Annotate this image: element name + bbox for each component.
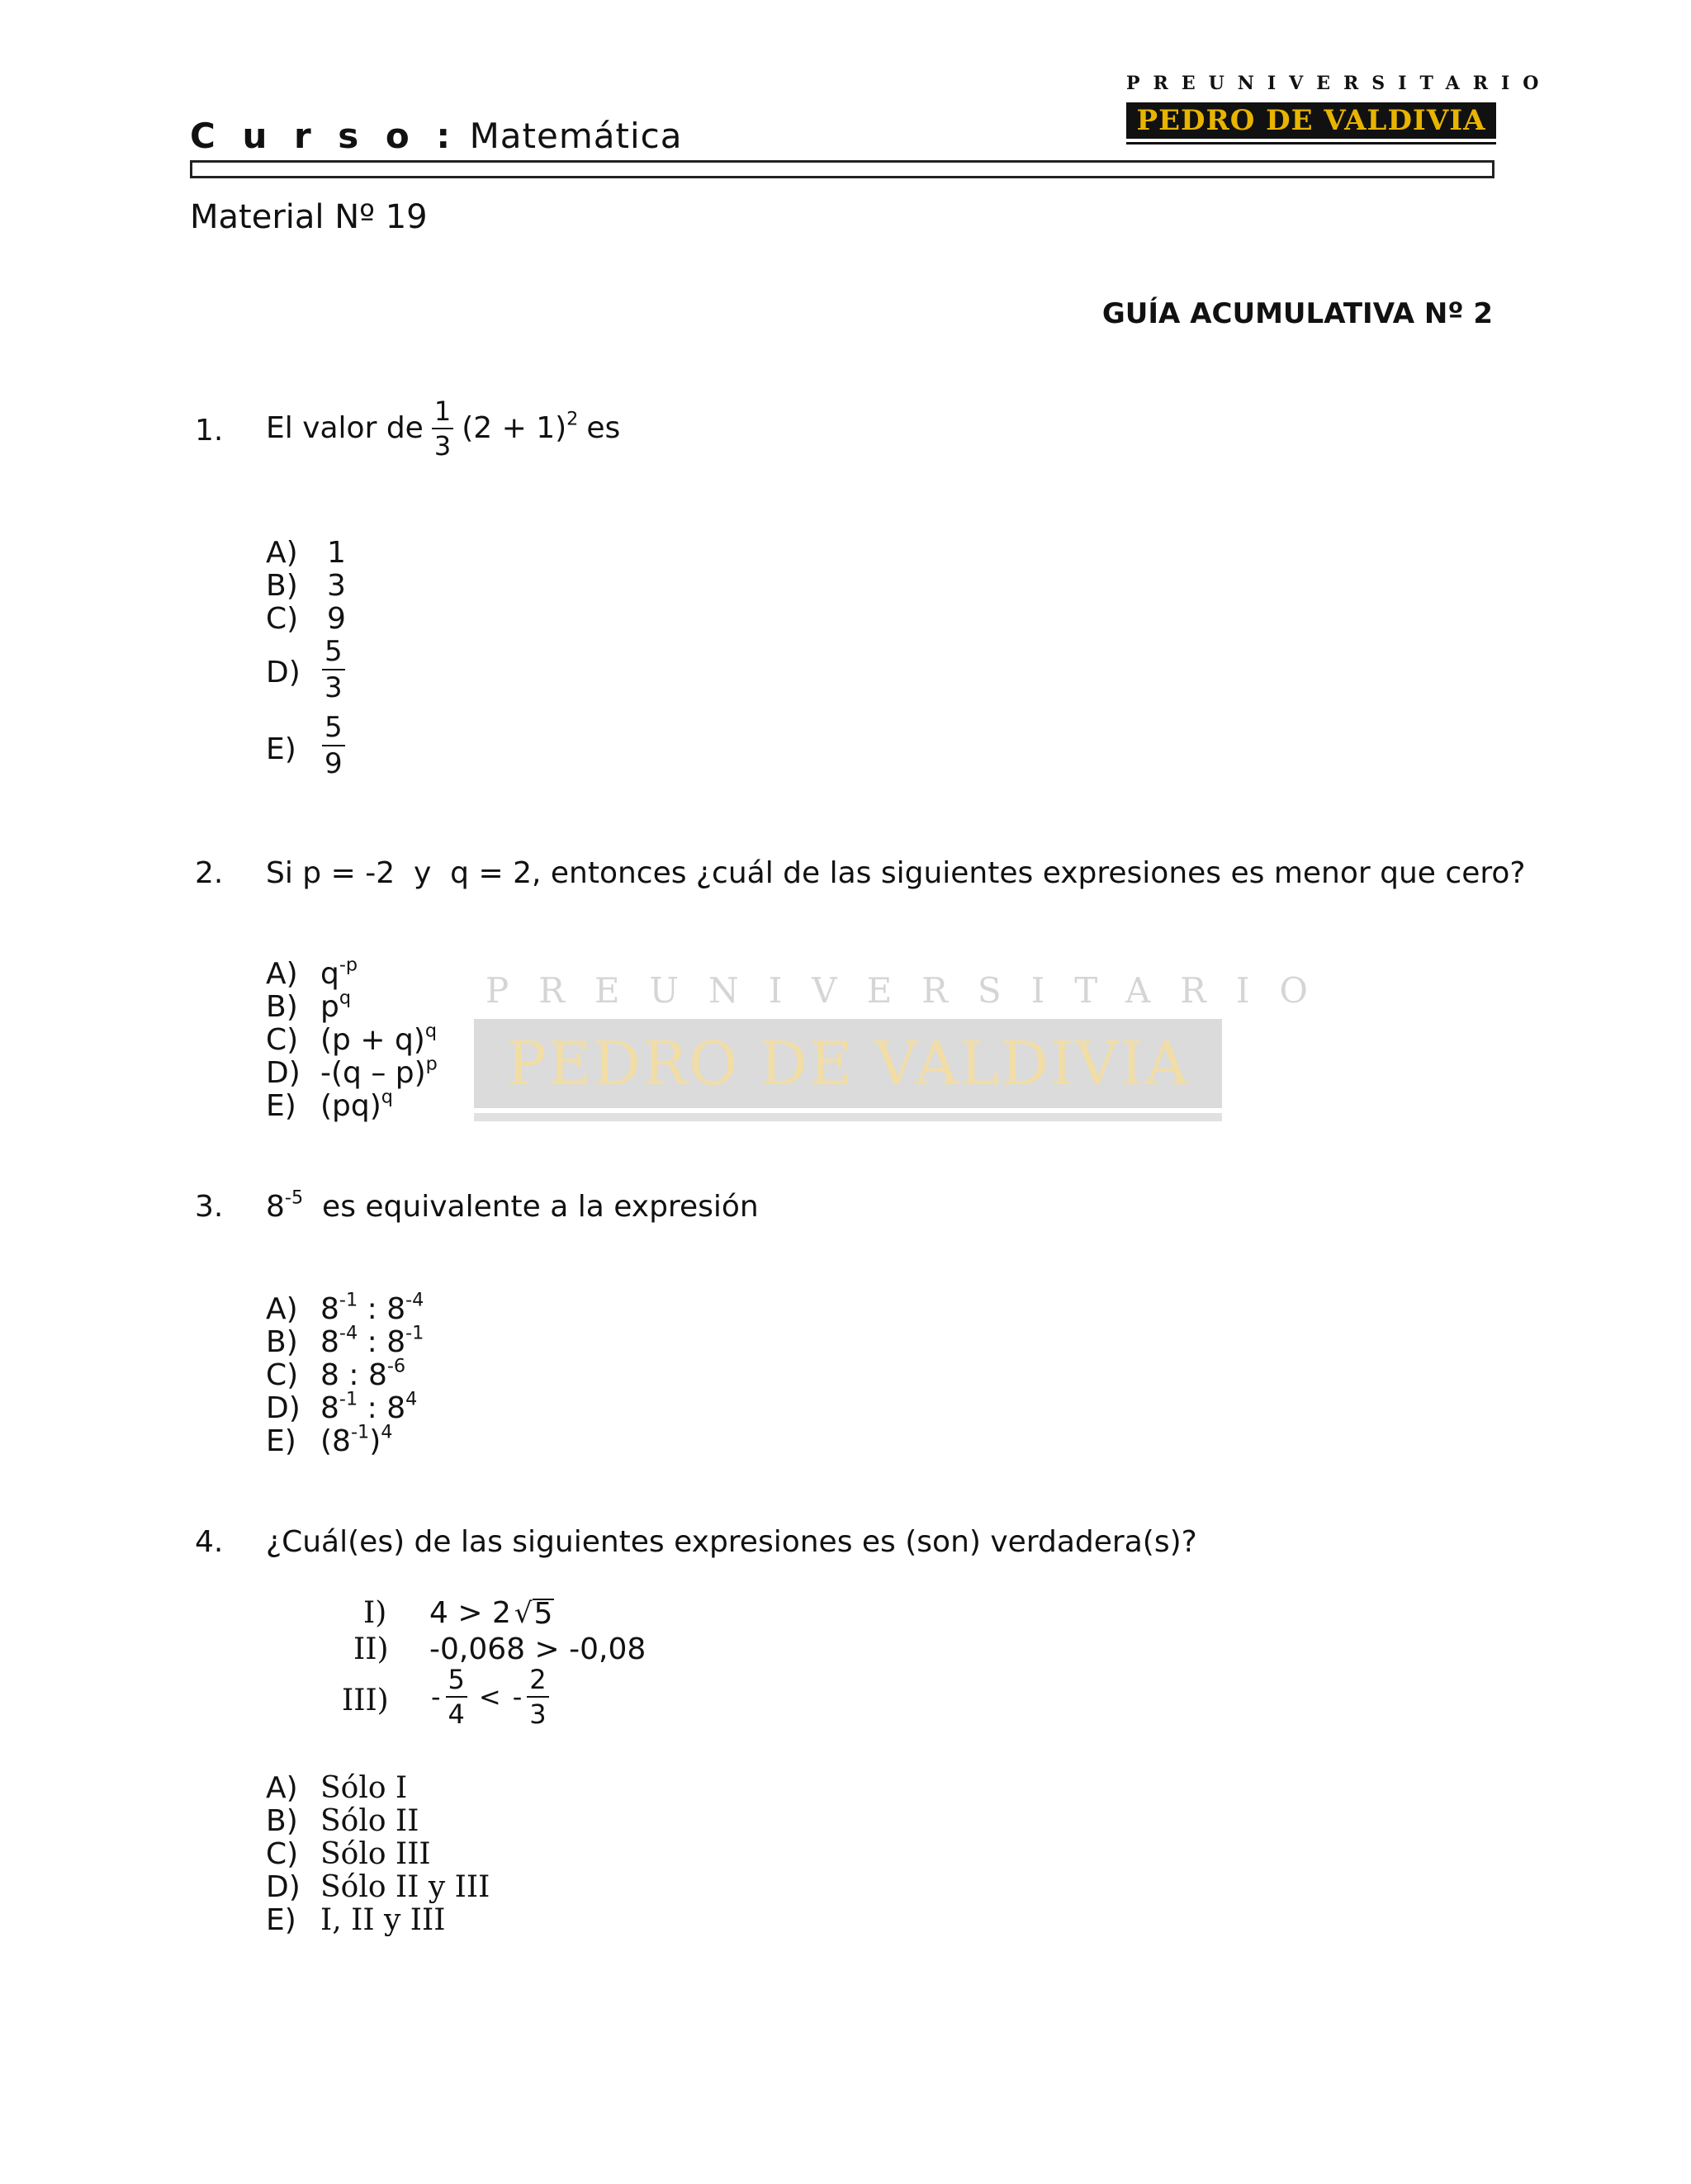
q2-option-b-letter: B)	[266, 990, 298, 1024]
question-1-stem	[266, 396, 621, 462]
q2-option-e-value	[320, 1086, 393, 1123]
question-3-text: es equivalente a la expresión	[322, 1190, 759, 1224]
statement-i-left: 4 > 2	[429, 1596, 511, 1630]
material-number: Material Nº 19	[190, 198, 428, 236]
statement-ii: -0,068 > -0,08	[429, 1632, 647, 1666]
operator: :	[367, 1325, 377, 1359]
term-b-exponent: -1	[405, 1322, 424, 1344]
term-a: 8	[320, 1292, 339, 1326]
logo-underline	[1126, 142, 1496, 144]
fraction-denominator: 3	[433, 430, 452, 462]
q4-option-b-letter: B)	[266, 1804, 298, 1838]
question-2-text: Si p = -2 y q = 2, entonces ¿cuál de las siguientes expresiones es menor que cero?	[266, 856, 1526, 890]
q1-option-b-value: 3	[327, 569, 346, 603]
term-b: 8	[386, 1325, 406, 1359]
relation: <	[478, 1681, 501, 1713]
option-base: (p + q)	[320, 1023, 425, 1057]
institution-logo	[1126, 73, 1552, 144]
statement-ii-label: II)	[353, 1632, 389, 1666]
statement-i	[429, 1597, 554, 1630]
term-b-exponent: -4	[405, 1289, 424, 1311]
logo-main-text: PEDRO DE VALDIVIA	[1136, 104, 1486, 137]
term-b: 8	[386, 1292, 406, 1326]
q1-option-a-value: 1	[327, 536, 346, 570]
q4-option-c-value: Sólo III	[320, 1837, 431, 1871]
q3-option-e-value	[320, 1421, 393, 1458]
term-a: 8	[320, 1358, 339, 1392]
fraction-numerator: 1	[432, 398, 453, 429]
watermark-underline	[474, 1113, 1222, 1121]
term-a: 8	[320, 1391, 339, 1425]
q3-option-e-letter: E)	[266, 1424, 296, 1458]
fraction-denominator: 3	[529, 1698, 547, 1730]
term-a-exponent: -1	[339, 1388, 358, 1410]
fraction-denominator: 9	[324, 747, 343, 780]
question-2-number: 2.	[195, 856, 224, 890]
question-1-text-end: es	[586, 411, 621, 445]
term-b-exponent: -6	[386, 1355, 406, 1377]
option-base: p	[320, 990, 339, 1024]
radicand: 5	[533, 1597, 553, 1631]
question-3-stem	[266, 1187, 759, 1224]
watermark-main-text: PEDRO DE VALDIVIA	[506, 1029, 1190, 1098]
operator: :	[348, 1358, 359, 1392]
fraction-denominator: 3	[324, 671, 343, 704]
q1-option-c-letter: C)	[266, 602, 299, 636]
term-a-exponent: -1	[339, 1289, 358, 1311]
q3-option-d-value	[320, 1388, 418, 1425]
option-exponent: q	[339, 987, 352, 1009]
q4-option-d-letter: D)	[266, 1870, 301, 1904]
question-4-text: ¿Cuál(es) de las siguientes expresiones es (son) verdadera(s)?	[266, 1525, 1197, 1559]
header-rule	[190, 160, 1494, 178]
term-b-exponent: 4	[405, 1388, 418, 1410]
q2-option-d-value	[320, 1053, 438, 1090]
question-4-number: 4.	[195, 1525, 224, 1559]
q3-option-c-letter: C)	[266, 1358, 299, 1392]
q4-option-b-value: Sólo II	[320, 1804, 419, 1838]
sign: -	[431, 1681, 441, 1713]
statement-i-label: I)	[363, 1596, 387, 1630]
term-a: (8	[320, 1424, 351, 1458]
course-name: Matemática	[469, 116, 683, 156]
q4-option-a-value: Sólo I	[320, 1771, 408, 1805]
logo-bar	[1126, 102, 1496, 139]
sign: -	[512, 1681, 523, 1713]
q1-option-d-value	[322, 637, 345, 702]
statement-iii-label: III)	[342, 1684, 389, 1717]
q2-option-c-value	[320, 1020, 438, 1057]
watermark-bar	[474, 1019, 1222, 1108]
term-b: 8	[367, 1358, 387, 1392]
q1-option-b-letter: B)	[266, 569, 298, 603]
question-1-text: El valor de	[266, 411, 424, 445]
q3-option-d-letter: D)	[266, 1391, 301, 1425]
question-1-number: 1.	[195, 414, 224, 448]
q2-option-b-value	[320, 987, 352, 1024]
question-1-expression	[462, 408, 579, 445]
expression-base: (2 + 1)	[462, 411, 567, 445]
q4-option-a-letter: A)	[266, 1771, 298, 1805]
fraction-numerator: 5	[446, 1666, 467, 1698]
q1-option-d-letter: D)	[266, 656, 301, 689]
expression-base: 8	[266, 1190, 285, 1224]
q4-option-c-letter: C)	[266, 1837, 299, 1871]
q4-option-e-value: I, II y III	[320, 1903, 446, 1937]
term-a-exponent: -1	[350, 1421, 370, 1443]
course-line	[190, 116, 682, 156]
q2-option-e-letter: E)	[266, 1089, 296, 1123]
guide-title: GUÍA ACUMULATIVA Nº 2	[1101, 297, 1493, 330]
option-exponent: -p	[339, 954, 358, 976]
term-b-exponent: 4	[381, 1421, 393, 1443]
expression-exponent: 2	[566, 408, 579, 430]
watermark-small-text: PREUNIVERSITARIO	[486, 970, 1338, 1011]
q2-option-c-letter: C)	[266, 1023, 299, 1057]
option-base: q	[320, 957, 339, 991]
watermark-logo	[474, 970, 1338, 1121]
q4-option-d-value: Sólo II y III	[320, 1870, 490, 1904]
q3-option-a-letter: A)	[266, 1292, 298, 1326]
option-exponent: q	[424, 1020, 438, 1042]
term-b: 8	[386, 1391, 406, 1425]
term-a: 8	[320, 1325, 339, 1359]
option-exponent: q	[381, 1086, 393, 1108]
q3-option-b-value	[320, 1322, 424, 1359]
question-3-number: 3.	[195, 1190, 224, 1224]
q2-option-a-letter: A)	[266, 957, 298, 991]
expression-exponent: -5	[284, 1187, 304, 1209]
option-base: (pq)	[320, 1089, 381, 1123]
q3-option-b-letter: B)	[266, 1325, 298, 1359]
q3-option-a-value	[320, 1289, 424, 1326]
logo-small-text: PREUNIVERSITARIO	[1126, 73, 1552, 94]
q1-option-a-letter: A)	[266, 536, 298, 570]
term-a-exponent: -4	[339, 1322, 358, 1344]
q4-option-e-letter: E)	[266, 1903, 296, 1937]
q1-option-e-letter: E)	[266, 732, 296, 766]
q2-option-d-letter: D)	[266, 1056, 301, 1090]
course-label: C u r s o :	[190, 116, 458, 156]
operator: :	[367, 1391, 377, 1425]
operator: )	[369, 1424, 381, 1458]
statement-iii	[431, 1664, 549, 1730]
q1-option-e-value	[322, 713, 345, 778]
q2-option-a-value	[320, 954, 358, 991]
option-exponent: p	[425, 1053, 438, 1075]
fraction-numerator: 5	[322, 637, 345, 670]
option-base: -(q – p)	[320, 1056, 426, 1090]
fraction-denominator: 4	[448, 1698, 465, 1730]
square-root-icon: √	[514, 1597, 533, 1630]
q1-option-c-value: 9	[327, 602, 346, 636]
fraction-numerator: 5	[322, 713, 345, 746]
fraction-numerator: 2	[527, 1666, 548, 1698]
q3-option-c-value	[320, 1355, 406, 1392]
question-1-fraction	[432, 396, 453, 462]
operator: :	[367, 1292, 377, 1326]
